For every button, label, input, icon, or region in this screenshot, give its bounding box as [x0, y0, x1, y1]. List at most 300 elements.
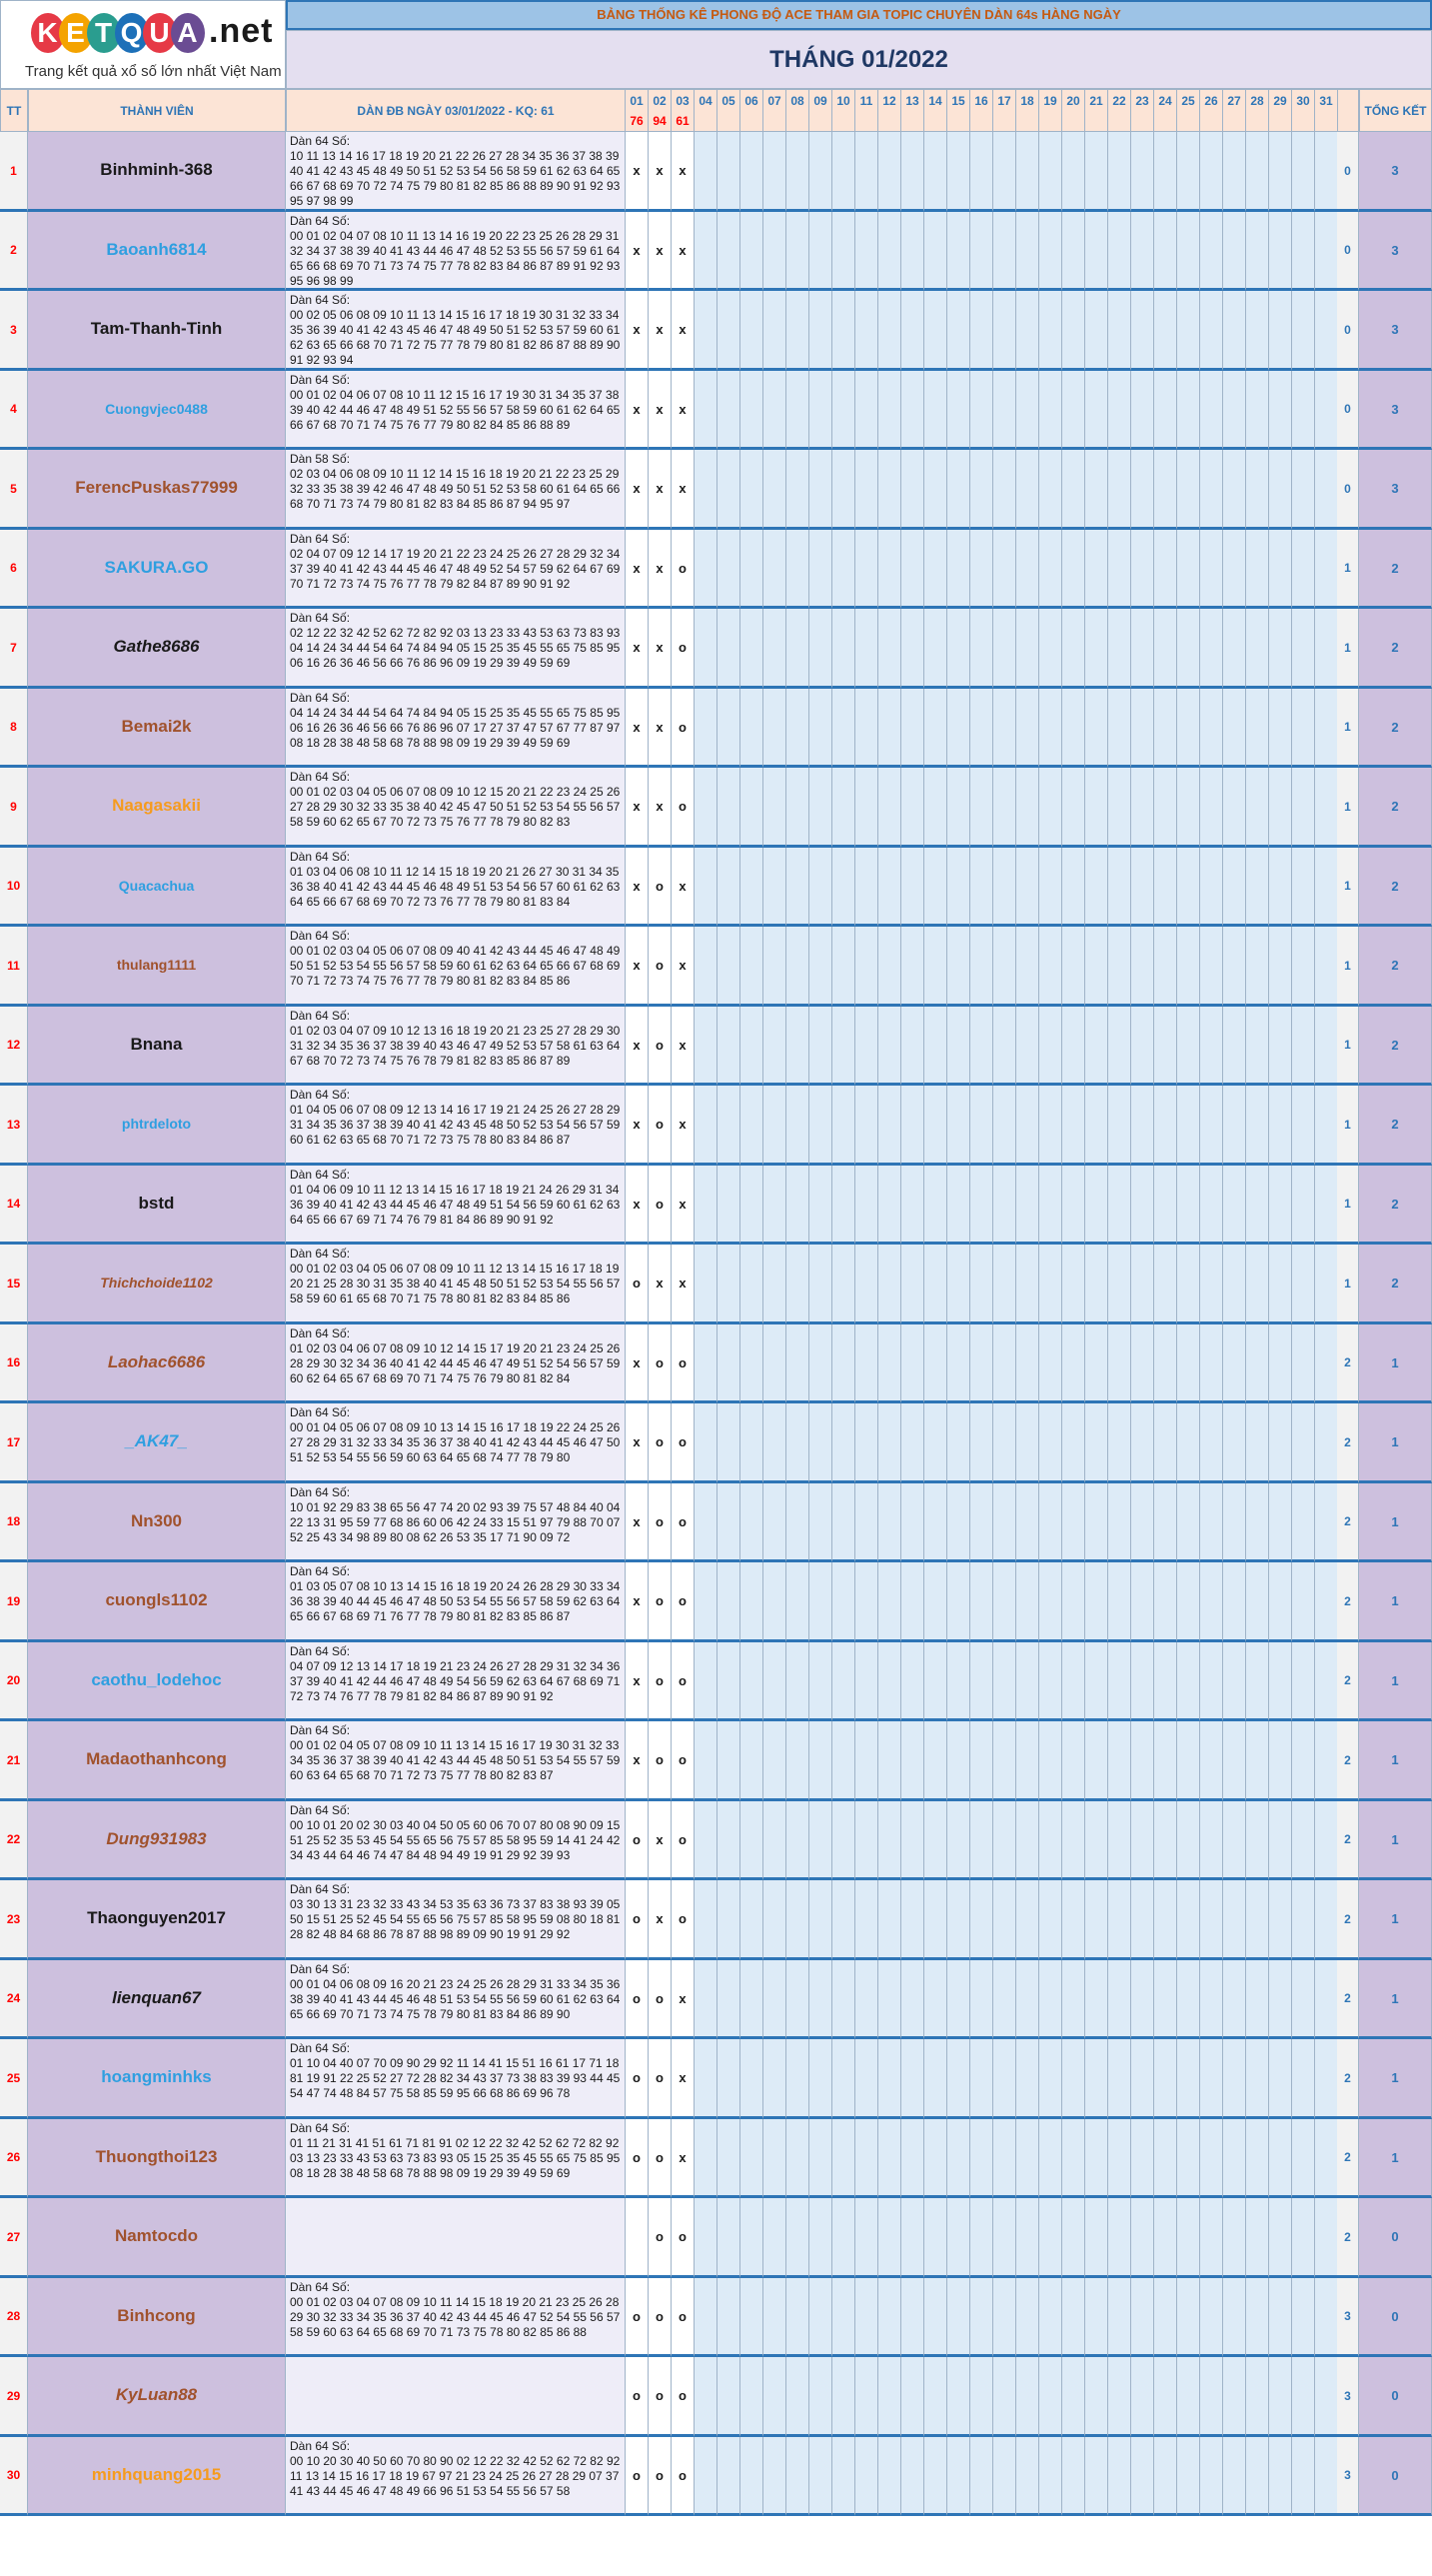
day-mark: [1085, 609, 1108, 689]
miss-count: 2: [1337, 1960, 1359, 2039]
day-mark: [740, 1960, 763, 2039]
day-mark: [1177, 450, 1200, 530]
day-mark: [1062, 2198, 1085, 2278]
day-mark: [1269, 1166, 1292, 1245]
day-mark: [1292, 2119, 1315, 2198]
day-mark: [1177, 2119, 1200, 2198]
day-mark: [809, 1403, 832, 1483]
day-mark: [786, 212, 809, 291]
day-mark: x: [649, 132, 672, 212]
dan-numbers: [286, 371, 626, 450]
dan-list: 01 02 03 04 06 07 08 09 10 12 14 15 17 19 20 21 23 24 25 26 28 29 30 32 34 36 40 41 42 44 45 46 47 49 51 52 54 56 57 59 60 62 64 65 67 68 69 70 71 74 75 76 79 80 81 82 84: [290, 1341, 621, 1385]
day-mark: [855, 1960, 878, 2039]
day-mark: [947, 1007, 970, 1086]
day-mark: [878, 2198, 901, 2278]
day-mark: [855, 1801, 878, 1880]
ketqua-logo[interactable]: [31, 9, 273, 53]
day-mark: [1223, 2278, 1246, 2357]
day-mark: [695, 1483, 717, 1562]
dan-numbers: [286, 1721, 626, 1801]
day-mark: [740, 1245, 763, 1324]
day-mark: [1292, 1721, 1315, 1801]
day-mark: [763, 1166, 786, 1245]
day-mark: [1108, 1324, 1131, 1403]
day-mark: [1292, 1324, 1315, 1403]
day-mark: x: [649, 1801, 672, 1880]
day-mark: [1062, 450, 1085, 530]
day-header-20: 20: [1062, 89, 1085, 111]
logo-letters: [31, 9, 199, 50]
day-mark: [763, 1086, 786, 1166]
day-mark: [1085, 530, 1108, 609]
day-mark: [717, 530, 740, 609]
day-mark: o: [649, 1403, 672, 1483]
day-mark: [763, 530, 786, 609]
day-mark: [1154, 1166, 1177, 1245]
day-mark: [878, 609, 901, 689]
day-mark: [947, 1245, 970, 1324]
day-mark: [763, 927, 786, 1007]
day-mark: [878, 1166, 901, 1245]
day-result-10: [832, 111, 855, 132]
day-mark: [993, 1721, 1016, 1801]
day-mark: [924, 1880, 947, 1960]
dan-label: Dàn 64 Số:: [290, 532, 351, 546]
day-mark: [786, 132, 809, 212]
day-mark: [993, 132, 1016, 212]
day-mark: o: [672, 2357, 695, 2437]
day-mark: [786, 2357, 809, 2437]
day-mark: [1200, 212, 1223, 291]
day-mark: [1246, 1007, 1269, 1086]
day-mark: [1200, 1880, 1223, 1960]
day-mark: [901, 1324, 924, 1403]
day-mark: [1062, 2039, 1085, 2119]
day-mark: o: [649, 2437, 672, 2516]
day-header-03: 03: [672, 89, 695, 111]
day-mark: [1131, 371, 1154, 450]
miss-count: 0: [1337, 212, 1359, 291]
dan-list: 00 01 02 04 05 07 08 09 10 11 13 14 15 16 17 19 30 31 32 33 34 35 36 37 38 39 40 41 42 43 44 45 48 50 51 53 54 55 57 59 60 63 64 65 68 70 71 72 73 75 77 78 80 82 83 87: [290, 1738, 621, 1782]
day-mark: [809, 927, 832, 1007]
day-header-15: 15: [947, 89, 970, 111]
day-mark: [1200, 1324, 1223, 1403]
day-mark: [1039, 1801, 1062, 1880]
day-mark: [1016, 927, 1039, 1007]
day-mark: [763, 609, 786, 689]
day-mark: [1039, 2198, 1062, 2278]
dan-label: Dàn 64 Số:: [290, 1723, 351, 1737]
row-number: 21: [0, 1721, 28, 1801]
day-mark: [763, 212, 786, 291]
day-mark: [1292, 1166, 1315, 1245]
day-mark: [1062, 1007, 1085, 1086]
day-mark: [1131, 2119, 1154, 2198]
day-mark: [970, 530, 993, 609]
day-mark: [970, 1166, 993, 1245]
day-mark: [1016, 1086, 1039, 1166]
day-mark: [695, 2039, 717, 2119]
day-mark: [832, 689, 855, 768]
day-mark: [786, 2278, 809, 2357]
day-mark: [832, 1403, 855, 1483]
day-mark: [740, 212, 763, 291]
total-score: 2: [1359, 848, 1432, 927]
day-mark: [695, 2119, 717, 2198]
day-mark: [924, 212, 947, 291]
day-mark: [1200, 530, 1223, 609]
day-mark: [970, 212, 993, 291]
day-mark: [947, 212, 970, 291]
day-mark: [970, 1801, 993, 1880]
day-mark: x: [672, 2039, 695, 2119]
day-mark: [878, 371, 901, 450]
day-mark: [1315, 1007, 1338, 1086]
miss-count: 2: [1337, 1721, 1359, 1801]
day-mark: [1131, 1960, 1154, 2039]
day-mark: [1315, 2357, 1338, 2437]
day-mark: [993, 848, 1016, 927]
day-mark: [832, 2198, 855, 2278]
day-mark: [1292, 2357, 1315, 2437]
day-mark: [1085, 2039, 1108, 2119]
day-mark: [786, 1562, 809, 1642]
day-mark: [1131, 1403, 1154, 1483]
day-mark: [993, 212, 1016, 291]
day-mark: [855, 1166, 878, 1245]
day-mark: [1039, 2278, 1062, 2357]
day-mark: [1016, 2039, 1039, 2119]
dan-numbers: [286, 1642, 626, 1721]
member-name: Laohac6686: [28, 1324, 286, 1403]
day-mark: [1039, 2437, 1062, 2516]
member-name: bstd: [28, 1166, 286, 1245]
day-mark: [1223, 2437, 1246, 2516]
day-mark: [1269, 2437, 1292, 2516]
dan-list: 00 10 01 20 02 30 03 40 04 50 05 60 06 70 07 80 08 90 09 15 51 25 52 35 53 45 54 55 65 56 75 57 85 58 95 59 14 41 24 42 34 43 44 64 46 74 47 84 48 94 49 19 91 29 92 39 93: [290, 1818, 621, 1862]
day-mark: [1246, 1245, 1269, 1324]
day-mark: x: [649, 609, 672, 689]
miss-count: 0: [1337, 291, 1359, 371]
day-mark: [832, 1642, 855, 1721]
day-mark: [970, 1086, 993, 1166]
day-mark: [993, 371, 1016, 450]
day-mark: [993, 1801, 1016, 1880]
col-header-dan: DÀN ĐB NGÀY 03/01/2022 - KQ: 61: [286, 89, 626, 132]
dan-label: Dàn 64 Số:: [290, 1088, 351, 1102]
day-mark: [763, 2278, 786, 2357]
day-mark: [809, 2039, 832, 2119]
day-mark: [1269, 2198, 1292, 2278]
day-mark: [1292, 2039, 1315, 2119]
day-result-16: [970, 111, 993, 132]
day-mark: [1177, 1245, 1200, 1324]
day-result-07: [763, 111, 786, 132]
day-mark: [832, 1960, 855, 2039]
day-mark: [1108, 1403, 1131, 1483]
total-score: 1: [1359, 1960, 1432, 2039]
day-mark: [1177, 132, 1200, 212]
day-mark: [1085, 768, 1108, 848]
day-mark: [786, 530, 809, 609]
day-mark: o: [672, 1562, 695, 1642]
day-mark: [970, 848, 993, 927]
day-mark: [786, 609, 809, 689]
day-mark: [1039, 132, 1062, 212]
day-mark: [1154, 291, 1177, 371]
day-mark: [1315, 609, 1338, 689]
day-mark: o: [672, 1483, 695, 1562]
day-mark: [1177, 848, 1200, 927]
total-score: 2: [1359, 530, 1432, 609]
dan-list: 01 03 05 07 08 10 13 14 15 16 18 19 20 24 26 28 29 30 33 34 36 38 39 40 44 45 46 47 48 50 53 54 55 56 57 58 59 62 63 64 65 66 67 68 69 71 76 77 78 79 80 81 82 83 85 86 87: [290, 1579, 621, 1623]
day-mark: [832, 848, 855, 927]
day-mark: [970, 2119, 993, 2198]
row-number: 28: [0, 2278, 28, 2357]
day-mark: [1223, 450, 1246, 530]
day-mark: o: [672, 530, 695, 609]
day-mark: [1085, 1403, 1108, 1483]
row-number: 7: [0, 609, 28, 689]
day-mark: [1223, 1324, 1246, 1403]
day-mark: [809, 2437, 832, 2516]
member-name: phtrdeloto: [28, 1086, 286, 1166]
day-mark: [970, 2278, 993, 2357]
day-mark: [901, 927, 924, 1007]
day-header-10: 10: [832, 89, 855, 111]
day-mark: [901, 609, 924, 689]
day-mark: [947, 530, 970, 609]
dan-numbers: [286, 1324, 626, 1403]
dan-list: 00 01 02 03 04 05 06 07 08 09 10 11 12 13 14 15 16 17 18 19 20 21 25 28 30 31 35 38 40 41 45 48 50 51 52 53 54 55 56 57 58 59 60 61 65 68 70 71 75 78 80 81 82 83 84 85 86: [290, 1262, 621, 1305]
member-name: Quacachua: [28, 848, 286, 927]
day-mark: [1016, 2198, 1039, 2278]
day-header-27: 27: [1223, 89, 1246, 111]
day-mark: [1085, 2198, 1108, 2278]
day-mark: [1131, 1166, 1154, 1245]
day-mark: [1223, 689, 1246, 768]
day-mark: [1246, 2437, 1269, 2516]
day-mark: x: [672, 450, 695, 530]
day-mark: [924, 1562, 947, 1642]
day-mark: [1108, 132, 1131, 212]
day-mark: [695, 1880, 717, 1960]
day-mark: [763, 1245, 786, 1324]
day-mark: [1292, 927, 1315, 1007]
day-mark: [970, 1245, 993, 1324]
day-mark: [1246, 927, 1269, 1007]
day-mark: [1177, 291, 1200, 371]
col-header-gap: [1337, 89, 1359, 132]
day-mark: [1246, 1086, 1269, 1166]
day-mark: [970, 768, 993, 848]
day-mark: [1108, 848, 1131, 927]
day-result-13: [901, 111, 924, 132]
day-mark: [717, 2437, 740, 2516]
day-mark: [947, 848, 970, 927]
day-mark: [1315, 1166, 1338, 1245]
row-number: 18: [0, 1483, 28, 1562]
day-mark: [1108, 1166, 1131, 1245]
day-mark: [924, 2357, 947, 2437]
total-score: 2: [1359, 927, 1432, 1007]
day-mark: [855, 132, 878, 212]
day-mark: [878, 2278, 901, 2357]
day-mark: [1269, 1960, 1292, 2039]
day-mark: [1062, 2119, 1085, 2198]
day-mark: [717, 927, 740, 1007]
day-mark: x: [626, 291, 649, 371]
day-mark: [1246, 2198, 1269, 2278]
day-mark: [740, 1642, 763, 1721]
dan-label: Dàn 64 Số:: [290, 2439, 351, 2453]
day-mark: [740, 1403, 763, 1483]
day-mark: o: [626, 1880, 649, 1960]
day-mark: [901, 1007, 924, 1086]
day-mark: [1016, 1642, 1039, 1721]
day-mark: [717, 1086, 740, 1166]
day-mark: [1315, 2119, 1338, 2198]
day-mark: [1039, 1562, 1062, 1642]
day-mark: o: [672, 768, 695, 848]
day-mark: [1131, 1483, 1154, 1562]
day-mark: [1131, 609, 1154, 689]
dan-label: Dàn 64 Số:: [290, 770, 351, 784]
member-name: Tam-Thanh-Tinh: [28, 291, 286, 371]
day-mark: [809, 450, 832, 530]
day-mark: [1154, 2198, 1177, 2278]
day-mark: [1131, 1880, 1154, 1960]
member-name: Cuongvjec0488: [28, 371, 286, 450]
row-number: 19: [0, 1562, 28, 1642]
day-mark: [993, 1007, 1016, 1086]
day-mark: [924, 1166, 947, 1245]
day-mark: [1269, 609, 1292, 689]
member-name: Nn300: [28, 1483, 286, 1562]
day-mark: [1062, 848, 1085, 927]
day-mark: [1315, 1562, 1338, 1642]
day-mark: [1016, 1403, 1039, 1483]
member-name: Bnana: [28, 1007, 286, 1086]
day-mark: [1269, 530, 1292, 609]
day-mark: o: [672, 609, 695, 689]
day-mark: o: [626, 2278, 649, 2357]
day-mark: [740, 1880, 763, 1960]
day-mark: [947, 1801, 970, 1880]
day-mark: [924, 1007, 947, 1086]
day-mark: [878, 530, 901, 609]
day-mark: [1108, 1562, 1131, 1642]
day-mark: [1154, 371, 1177, 450]
day-mark: [695, 2198, 717, 2278]
dan-numbers: [286, 450, 626, 530]
day-mark: [740, 1721, 763, 1801]
day-mark: [1223, 1483, 1246, 1562]
day-mark: [947, 1721, 970, 1801]
day-mark: [993, 2198, 1016, 2278]
day-mark: [924, 2119, 947, 2198]
dan-label: Dàn 64 Số:: [290, 1405, 351, 1419]
day-mark: o: [626, 1960, 649, 2039]
day-mark: [809, 689, 832, 768]
day-mark: [924, 450, 947, 530]
day-mark: o: [626, 2437, 649, 2516]
day-mark: [1039, 927, 1062, 1007]
day-mark: [1177, 1562, 1200, 1642]
day-header-01: 01: [626, 89, 649, 111]
day-mark: [1246, 1880, 1269, 1960]
day-mark: [1223, 1960, 1246, 2039]
day-mark: [1016, 1801, 1039, 1880]
day-mark: [855, 1245, 878, 1324]
day-mark: [947, 768, 970, 848]
day-mark: [1085, 1166, 1108, 1245]
member-name: Thaonguyen2017: [28, 1880, 286, 1960]
day-mark: [855, 371, 878, 450]
total-score: 0: [1359, 2437, 1432, 2516]
member-name: lienquan67: [28, 1960, 286, 2039]
day-mark: x: [672, 927, 695, 1007]
day-mark: [1154, 132, 1177, 212]
member-name: Madaothanhcong: [28, 1721, 286, 1801]
dan-numbers: [286, 132, 626, 212]
logo-suffix: .net: [209, 12, 274, 50]
day-mark: x: [626, 1166, 649, 1245]
day-mark: [855, 1483, 878, 1562]
day-mark: [740, 371, 763, 450]
day-mark: [1062, 132, 1085, 212]
day-mark: [1269, 1562, 1292, 1642]
day-mark: [809, 2198, 832, 2278]
day-header-17: 17: [993, 89, 1016, 111]
day-mark: [809, 1642, 832, 1721]
day-mark: [924, 1483, 947, 1562]
day-mark: [1039, 609, 1062, 689]
member-name: SAKURA.GO: [28, 530, 286, 609]
day-mark: [1108, 689, 1131, 768]
day-mark: [1246, 530, 1269, 609]
row-number: 13: [0, 1086, 28, 1166]
day-mark: [993, 927, 1016, 1007]
day-mark: [832, 1721, 855, 1801]
day-mark: [1085, 1483, 1108, 1562]
miss-count: 0: [1337, 450, 1359, 530]
day-mark: [855, 530, 878, 609]
day-mark: [1200, 1721, 1223, 1801]
day-header-21: 21: [1085, 89, 1108, 111]
miss-count: 1: [1337, 848, 1359, 927]
day-mark: x: [626, 768, 649, 848]
day-mark: [695, 927, 717, 1007]
member-name: Thichchoide1102: [28, 1245, 286, 1324]
day-mark: [809, 1960, 832, 2039]
member-name: Baoanh6814: [28, 212, 286, 291]
day-mark: [855, 1403, 878, 1483]
day-mark: [1131, 212, 1154, 291]
day-mark: [1016, 1562, 1039, 1642]
day-mark: [809, 1007, 832, 1086]
day-mark: [1223, 291, 1246, 371]
day-mark: [901, 1166, 924, 1245]
day-mark: [1039, 1642, 1062, 1721]
day-mark: [947, 2119, 970, 2198]
day-mark: [1108, 1086, 1131, 1166]
day-mark: x: [672, 1007, 695, 1086]
dan-label: Dàn 64 Số:: [290, 929, 351, 943]
day-mark: [717, 1007, 740, 1086]
day-mark: [1292, 768, 1315, 848]
day-mark: [1039, 1086, 1062, 1166]
